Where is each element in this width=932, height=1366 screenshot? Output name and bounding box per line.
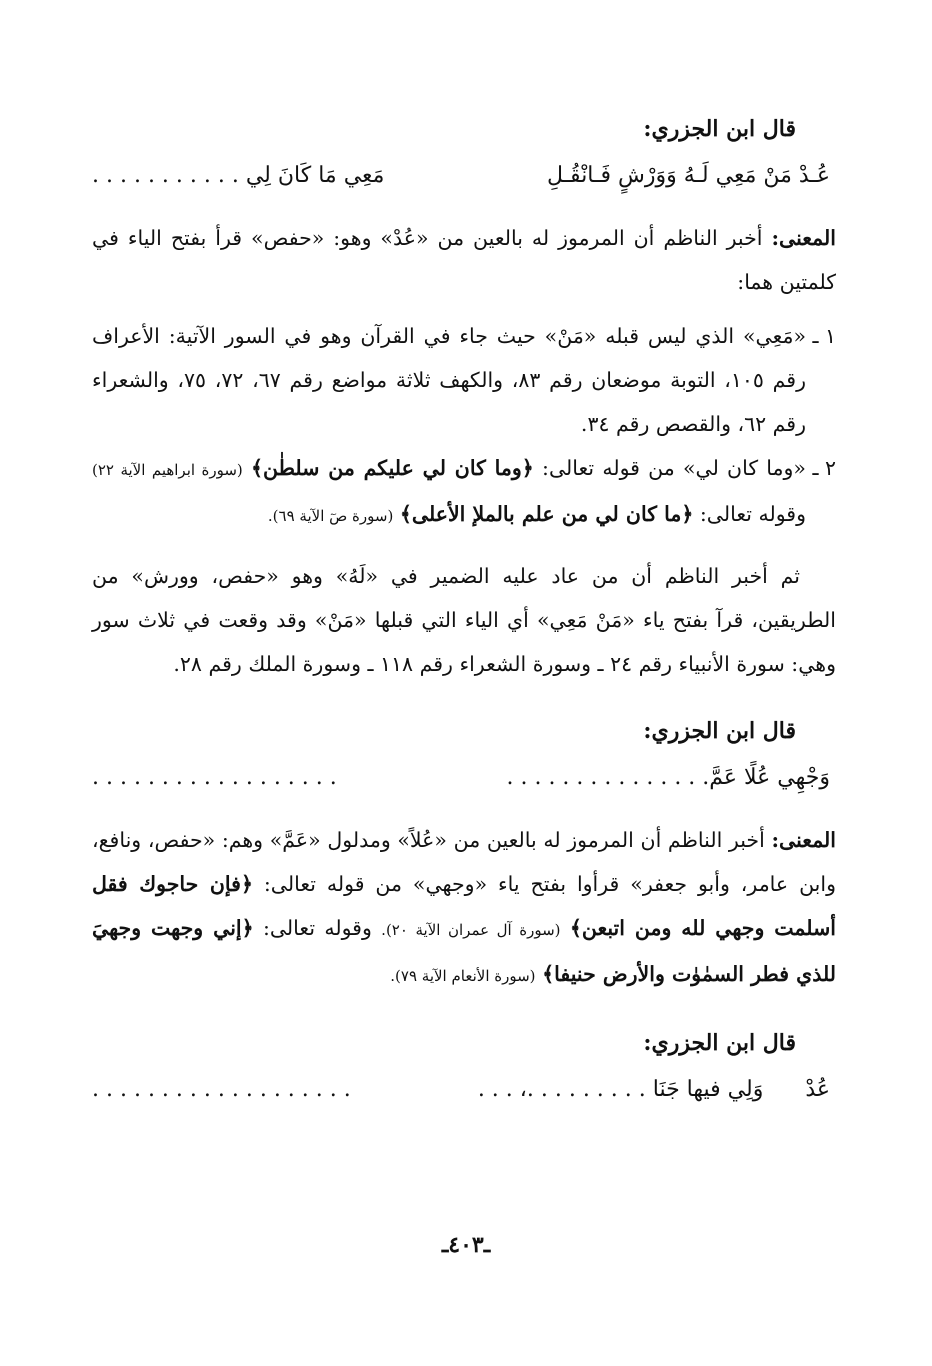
list-item-text-part: «وما كان لي» من قوله تعالى: — [542, 456, 806, 480]
page-number: ـ٤٠٣ـ — [441, 1232, 491, 1258]
quran-quote: ﴿فإن حاجوك فقل أسلمت وجهي لله ومن اتبعن﴾ — [92, 872, 836, 940]
list-item-text-part: وقوله تعالى: — [699, 502, 806, 526]
verse-second-hemistich: مَعِي مَا كَانَ لِي . . . . . . . . . . . — [92, 163, 385, 188]
section-heading: قال ابن الجزري: — [643, 1030, 796, 1056]
verse-second-hemistich: . . . . . . . . . . . . . . . . . . — [92, 765, 337, 790]
list-item — [92, 314, 836, 446]
verse-first-hemistich: عُـدْ مَنْ مَعِي لَـهُ وَوَرْشٍ فَـانْقُـلِ — [546, 163, 830, 188]
citation: (سورة الأنعام الآية ٧٩). — [390, 967, 536, 985]
quran-quote: ﴿ما كان لي من علم بالملإ الأعلى﴾ — [399, 502, 694, 526]
section-heading: قال ابن الجزري: — [643, 718, 796, 744]
citation: (سورة ابراهيم الآية ٢٢) — [92, 461, 243, 479]
meaning-text: أخبر الناظم أن المرموز له بالعين من «عُلاً» ومدلول «عَمَّ» وهم: «حفص، ونافع، وابن عامر، وأبو جعفر» قرأوا بفتح ياء «وجهي» من قوله تعالى: — [92, 828, 836, 896]
section-heading: قال ابن الجزري: — [643, 116, 796, 142]
list-item-number: ٢ ـ — [812, 456, 836, 480]
explanation-paragraph: ثم أخبر الناظم أن من عاد عليه الضمير في «لَهُ» وهو «حفص، وورش» من الطريقين، قرآ بفتح ياء «مَنْ مَعِي» أي الياء التي قبلها «مَنْ» وقد وقعت في ثلاث سور وهي: سورة الأنبياء رقم ٢٤ ـ وسورة الشعراء رقم ١١٨ ـ وسورة الملك رقم ٢٨. — [92, 564, 836, 676]
list-item — [92, 446, 836, 538]
poem-verse — [92, 1070, 830, 1110]
meaning-paragraph — [92, 818, 836, 998]
citation: (سورة آل عمران الآية ٢٠). — [381, 921, 561, 939]
meaning-paragraph — [92, 216, 836, 304]
verse-second-hemistich: . . . . . . . . . . . . . . . . . . . — [92, 1077, 351, 1102]
verse-text: وَلِي فيها جَنَا . . . . . . . . .، . . . — [477, 1077, 764, 1102]
meaning-label: المعنى: — [771, 226, 836, 250]
meaning-label: المعنى: — [771, 828, 836, 852]
list-item-text: «مَعِي» الذي ليس قبله «مَنْ» حيث جاء في القرآن وهو في السور الآتية: الأعراف رقم ١٠٥، التوبة موضعان رقم ٨٣، والكهف ثلاثة مواضع رقم ٦٧، ٧٢، ٧٥، والشعراء رقم ٦٢، والقصص رقم ٣٤. — [92, 324, 807, 436]
numbered-list — [92, 314, 836, 538]
poem-verse — [92, 758, 830, 798]
quran-quote: ﴿وما كان لي عليكم من سلطٰن﴾ — [251, 456, 534, 480]
meaning-text: وقوله تعالى: — [262, 916, 372, 940]
poem-verse — [92, 156, 830, 196]
verse-first-hemistich: وَجْهِي عُلًا عَمَّ. . . . . . . . . . . . . . . — [506, 765, 830, 790]
verse-opening-word: عُدْ — [805, 1077, 830, 1102]
list-item-text — [92, 446, 806, 538]
meaning-text: أخبر الناظم أن المرموز له بالعين من «عُدْ» وهو: «حفص» قرأ بفتح الياء في كلمتين هما: — [92, 226, 836, 294]
citation: (سورة صٓ الآية ٦٩). — [267, 507, 394, 525]
verse-first-hemistich — [478, 1070, 830, 1110]
list-item-number: ١ ـ — [812, 324, 836, 348]
quran-quote: ﴿إني وجهت وجهيَ للذي فطر السمٰوٰت والأرض حنيفا﴾ — [92, 916, 836, 986]
